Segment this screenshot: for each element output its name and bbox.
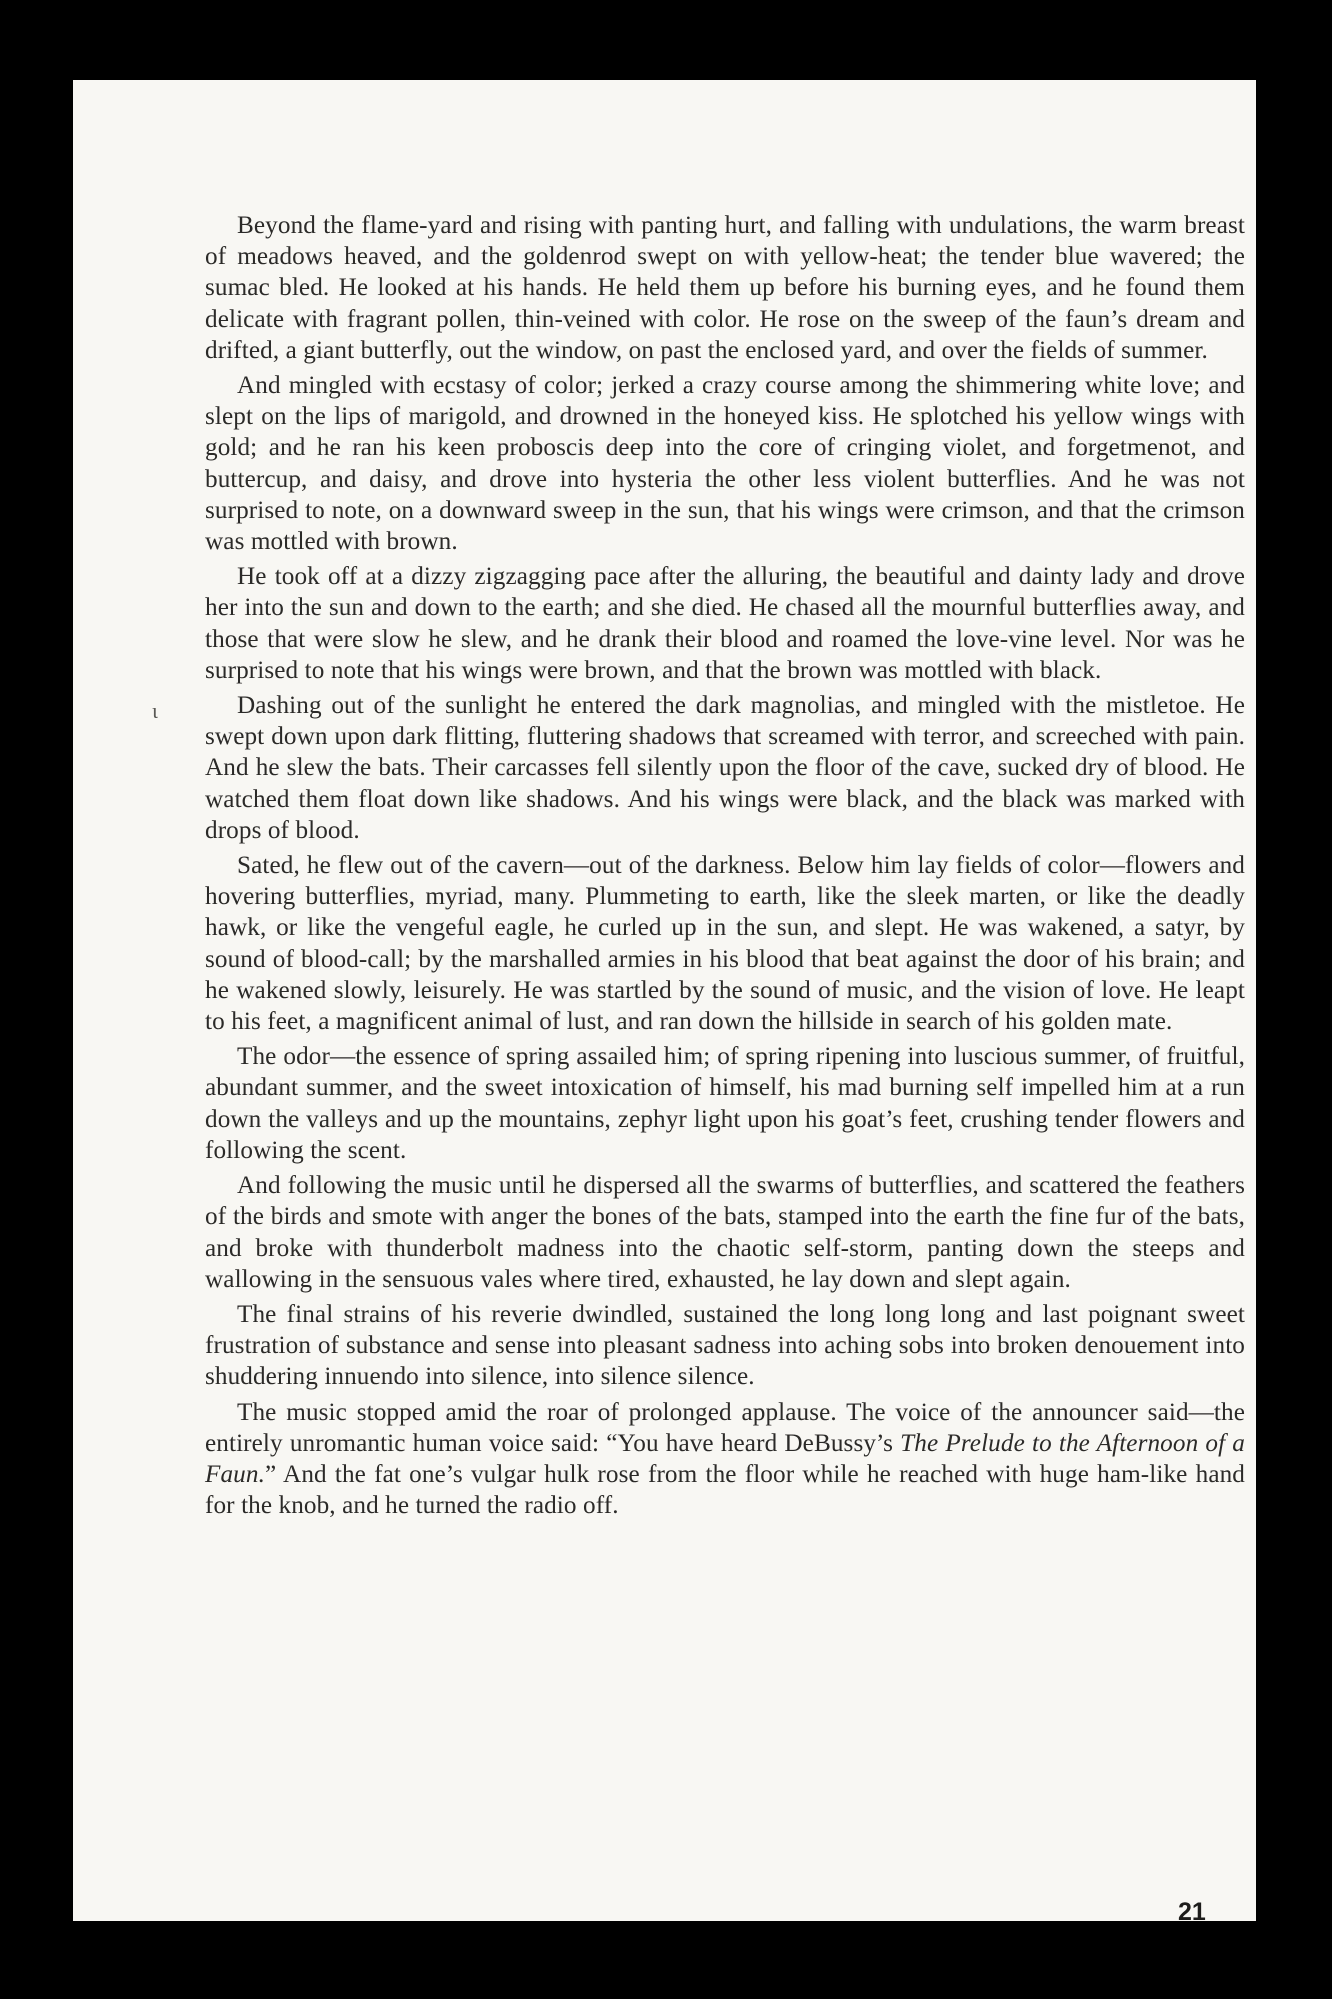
paragraph: He took off at a dizzy zigzagging pace after the alluring, the beautiful and dainty lady and drove her into the sun and down to the earth; and she died. He chased all the mournful butterflies away, and those that were slow he slew, and he drank their blood and roamed the love-vine level. Nor was he surprised to note that his wings were brown, and that the brown was mottled with black.	[205, 563, 1245, 684]
paragraph: The final strains of his reverie dwindled, sustained the long long long and last poignant sweet frustration of substance and sense into pleasant sadness into aching sobs into broken denouement into shuddering innuendo into silence, into silence silence.	[205, 1300, 1245, 1391]
margin-mark: ι	[152, 698, 158, 723]
body-text	[205, 210, 1245, 1525]
paragraph: And mingled with ecstasy of color; jerked a crazy course among the shimmering white love; and slept on the lips of marigold, and drowned in the honeyed kiss. He splotched his yellow wings with gold; and he ran his keen proboscis deep into the core of cringing violet, and forgetmenot, and buttercup, and daisy, and drove into hysteria the other less violent butterflies. And he was not surprised to note, on a downward sweep in the sun, that his wings were crimson, and that the crimson was mottled with brown.	[205, 372, 1245, 556]
work-title: The Prelude to the Afternoon of a Faun.	[205, 1429, 1245, 1488]
paragraph: Sated, he flew out of the cavern—out of the darkness. Below him lay fields of color—flowers and hovering butterflies, myriad, many. Plummeting to earth, like the sleek marten, or like the deadly hawk, or like the vengeful eagle, he curled up in the sun, and slept. He was wakened, a satyr, by sound of blood-call; by the marshalled armies in his blood that beat against the door of his brain; and he wakened slowly, leisurely. He was startled by the sound of music, and the vision of love. He leapt to his feet, a magnificent animal of lust, and ran down the hillside in search of his golden mate.	[205, 852, 1245, 1036]
page-number: 21	[1178, 1898, 1206, 1926]
paragraph: And following the music until he dispersed all the swarms of butterflies, and scattered the feathers of the birds and smote with anger the bones of the bats, stamped into the earth the fine fur of the bats, and broke with thunderbolt madness into the chaotic self-storm, panting down the steeps and wallowing in the sensuous vales where tired, exhausted, he lay down and slept again.	[205, 1172, 1245, 1293]
final-text-before: The music stopped amid the roar of prolonged applause. The voice of the announcer said—the entirely unromantic human voice said: “You have heard DeBussy’s	[205, 1398, 1245, 1457]
paragraph: The odor—the essence of spring assailed him; of spring ripening into luscious summer, of fruitful, abundant summer, and the sweet intoxication of himself, his mad burning self impelled him at a run down the valleys and up the mountains, zephyr light upon his goat’s feet, crushing tender flowers and following the scent.	[205, 1043, 1245, 1164]
paragraph: Beyond the flame-yard and rising with panting hurt, and falling with undulations, the warm breast of meadows heaved, and the goldenrod swept on with yellow-heat; the tender blue wavered; the sumac bled. He looked at his hands. He held them up before his burning eyes, and he found them delicate with fragrant pollen, thin-veined with color. He rose on the sweep of the faun’s dream and drifted, a giant butterfly, out the window, on past the enclosed yard, and over the fields of summer.	[205, 212, 1245, 364]
final-text-after: ” And the fat one’s vulgar hulk rose from the floor while he reached with huge ham-like hand for the knob, and he turned the radio off.	[205, 1460, 1245, 1520]
book-page	[73, 80, 1256, 1926]
paragraph: Dashing out of the sunlight he entered the dark magnolias, and mingled with the mistletoe. He swept down upon dark flitting, fluttering shadows that screamed with terror, and screeched with pain. And he slew the bats. Their carcasses fell silently upon the floor of the cave, sucked dry of blood. He watched them float down like shadows. And his wings were black, and the black was marked with drops of blood.	[205, 692, 1245, 844]
paragraph-final	[205, 1397, 1245, 1522]
